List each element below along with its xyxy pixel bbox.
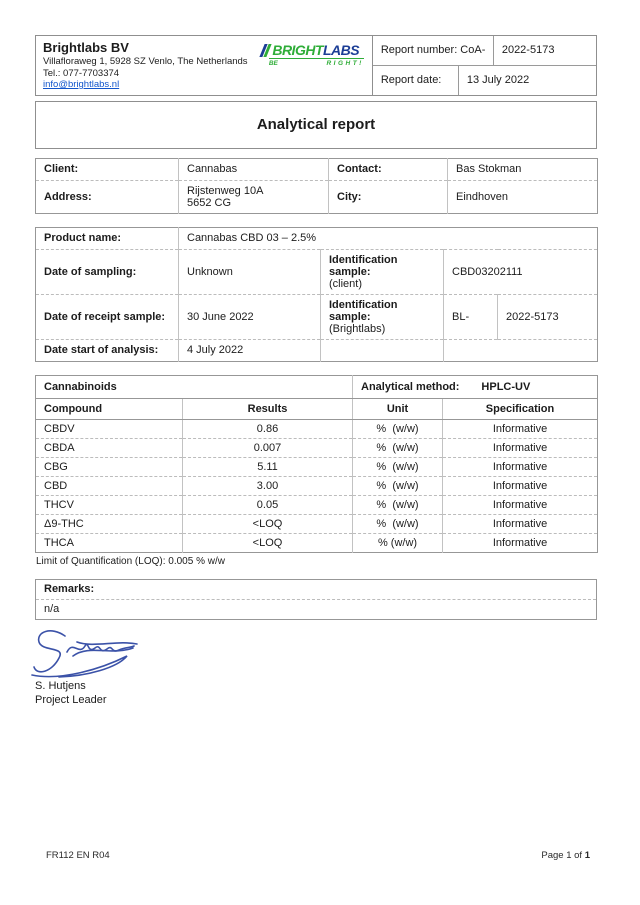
analytical-method: Analytical method: HPLC-UV (353, 375, 598, 398)
address-value: Rijstenweg 10A 5652 CG (179, 180, 329, 213)
id-lab-label: Identification sample: (Brightlabs) (321, 294, 444, 339)
unit-cell: % (w/w) (353, 457, 443, 476)
remarks-value: n/a (44, 603, 60, 616)
client-table (35, 158, 598, 214)
result-row (36, 457, 598, 476)
unit-cell: % (w/w) (353, 419, 443, 438)
company-address: Villafloraweg 1, 5928 SZ Venlo, The Netherlands (43, 55, 248, 67)
logo-text: BRIGHTLABS (272, 42, 360, 58)
id-lab-prefix: BL- (444, 294, 498, 339)
result-row (36, 438, 598, 457)
signature-image (29, 627, 147, 679)
unit-cell: % (w/w) (353, 476, 443, 495)
document-code: FR112 EN R04 (46, 850, 110, 861)
result-cell: 3.00 (183, 476, 353, 495)
receipt-value: 30 June 2022 (179, 294, 321, 339)
client-value: Cannabas (179, 158, 329, 180)
page-footer (46, 850, 590, 861)
col-compound: Compound (36, 398, 183, 419)
spec-cell: Informative (443, 438, 598, 457)
result-cell: 0.86 (183, 419, 353, 438)
company-email (43, 79, 248, 91)
unit-cell: % (w/w) (353, 495, 443, 514)
result-cell: 5.11 (183, 457, 353, 476)
report-number-value: 2022-5173 (501, 44, 555, 57)
id-client-value: CBD03202111 (444, 249, 598, 294)
analysis-label: Date start of analysis: (36, 339, 179, 361)
loq-note: Limit of Quantification (LOQ): 0.005 % w/w (36, 555, 225, 567)
compound-cell: CBG (36, 457, 183, 476)
section-header-row (36, 375, 598, 398)
result-cell: <LOQ (183, 514, 353, 533)
spec-cell: Informative (443, 457, 598, 476)
logo-wordmark (262, 43, 364, 57)
signature-area (35, 627, 597, 709)
email-link[interactable]: info@brightlabs.nl (43, 79, 120, 91)
result-row (36, 495, 598, 514)
spec-cell: Informative (443, 419, 598, 438)
product-table (35, 227, 598, 362)
contact-label: Contact: (329, 158, 448, 180)
sampling-label: Date of sampling: (36, 249, 179, 294)
compound-cell: Δ9-THC (36, 514, 183, 533)
report-date-label: Report date: (380, 74, 442, 87)
column-header-row (36, 398, 598, 419)
company-phone: Tel.: 077-7703374 (43, 67, 120, 79)
spec-cell: Informative (443, 514, 598, 533)
result-cell: 0.007 (183, 438, 353, 457)
spec-cell: Informative (443, 476, 598, 495)
logo-tagline-be: BE (268, 60, 278, 67)
report-number-row (373, 36, 596, 66)
receipt-label: Date of receipt sample: (36, 294, 179, 339)
col-results: Results (183, 398, 353, 419)
client-label: Client: (36, 158, 179, 180)
remarks-table (35, 579, 597, 620)
sampling-row (36, 249, 598, 294)
analysis-value: 4 July 2022 (179, 339, 321, 361)
product-name-label: Product name: (36, 227, 179, 249)
result-row (36, 533, 598, 552)
signatory-role: Project Leader (35, 694, 107, 707)
cannabinoids-table (35, 375, 598, 553)
col-unit: Unit (353, 398, 443, 419)
page-title: Analytical report (256, 116, 376, 134)
company-header (36, 36, 373, 95)
brightlabs-logo (262, 43, 364, 91)
compound-cell: THCV (36, 495, 183, 514)
title-box (35, 101, 597, 149)
id-lab-value: 2022-5173 (498, 294, 598, 339)
unit-cell: % (w/w) (353, 438, 443, 457)
receipt-row (36, 294, 598, 339)
city-value: Eindhoven (456, 190, 508, 203)
client-row (36, 158, 598, 180)
logo-tagline-right: RIGHT! (326, 60, 364, 67)
header-box (35, 35, 597, 96)
company-name: Brightlabs BV (43, 40, 129, 55)
unit-cell: % (w/w) (353, 533, 443, 552)
spec-cell: Informative (443, 495, 598, 514)
address-row (36, 180, 598, 213)
result-row (36, 419, 598, 438)
remarks-header-row (36, 579, 597, 599)
report-meta (373, 36, 596, 95)
section-title: Cannabinoids (36, 375, 353, 398)
result-row (36, 514, 598, 533)
compound-cell: CBD (36, 476, 183, 495)
page-number: Page 1 of 1 (541, 850, 590, 861)
result-cell: <LOQ (183, 533, 353, 552)
id-client-label: Identification sample: (client) (321, 249, 444, 294)
compound-cell: CBDA (36, 438, 183, 457)
logo-tagline (269, 58, 364, 67)
analysis-row (36, 339, 598, 361)
product-name-row (36, 227, 598, 249)
sampling-value: Unknown (179, 249, 321, 294)
col-specification: Specification (443, 398, 598, 419)
product-name-value: Cannabas CBD 03 – 2.5% (179, 227, 598, 249)
result-cell: 0.05 (183, 495, 353, 514)
unit-cell: % (w/w) (353, 514, 443, 533)
compound-cell: CBDV (36, 419, 183, 438)
city-label: City: (329, 180, 448, 213)
address-label: Address: (36, 180, 179, 213)
remarks-label: Remarks: (36, 579, 597, 599)
company-info (43, 41, 248, 91)
empty-cell (444, 339, 598, 361)
result-row (36, 476, 598, 495)
compound-cell: THCA (36, 533, 183, 552)
signatory-name: S. Hutjens (35, 679, 86, 692)
remarks-value-row (36, 599, 597, 619)
report-number-label: Report number: CoA- (380, 44, 486, 57)
empty-cell (321, 339, 444, 361)
report-date-row (373, 66, 596, 95)
spec-cell: Informative (492, 536, 548, 549)
report-date-value: 13 July 2022 (466, 74, 530, 87)
contact-value: Bas Stokman (448, 158, 598, 180)
